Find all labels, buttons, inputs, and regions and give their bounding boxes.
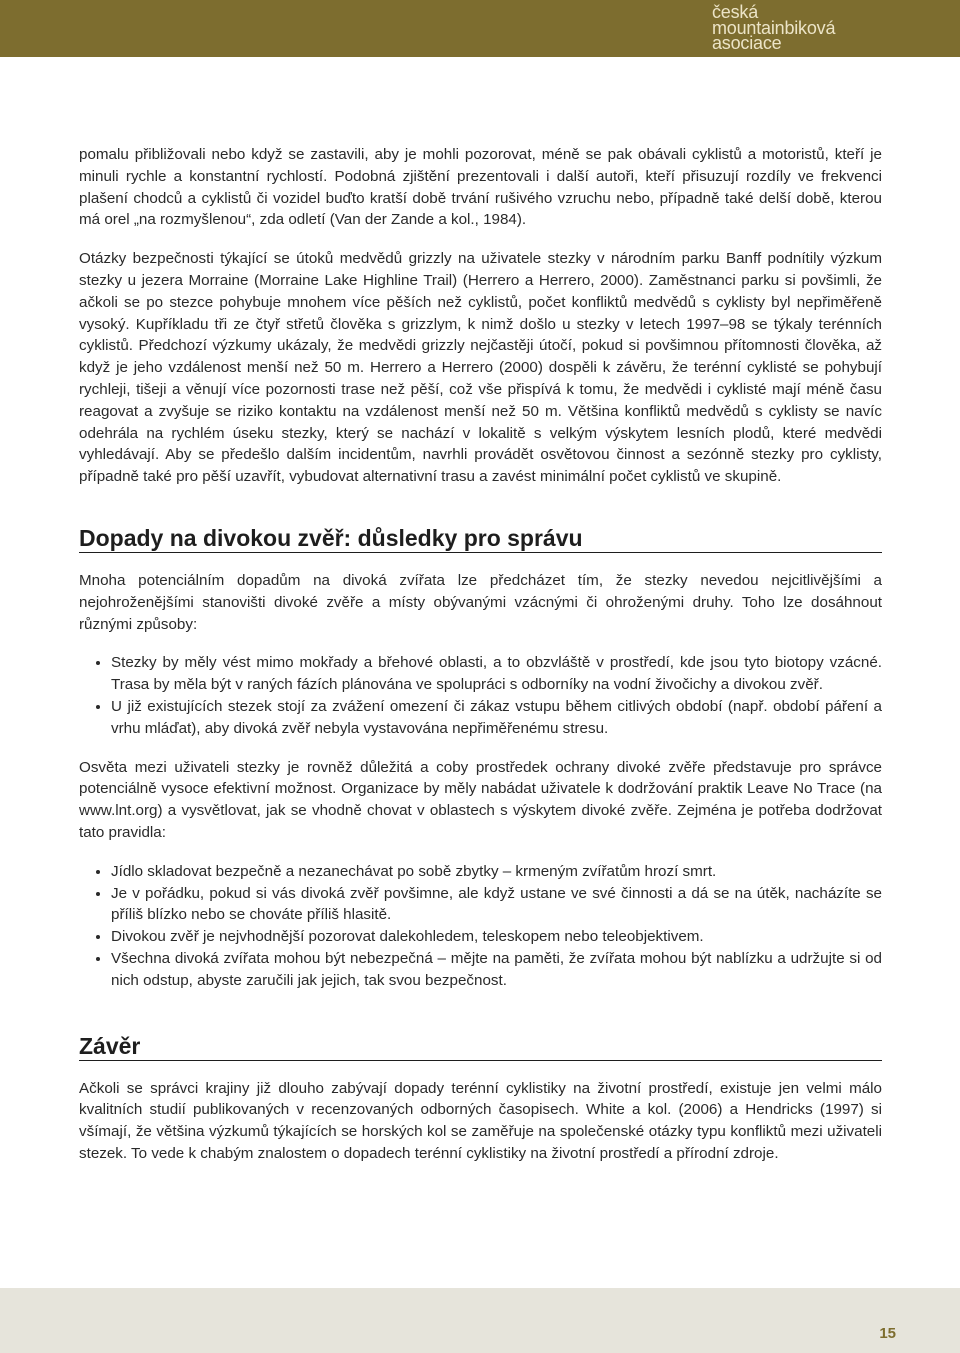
list-item: • Je v pořádku, pokud si vás divoká zvěř povšimne, ale když ustane ve své činnosti a dá se na útěk, nacházíte se příliš blízko nebo se chováte příliš hlasitě. xyxy=(111,883,882,927)
header-bar xyxy=(0,0,960,57)
paragraph-2: Otázky bezpečnosti týkající se útoků medvědů grizzly na uživatele stezky v národním parku Banff podnítily výzkum stezky u jezera Morraine (Morraine Lake Highline Trail) (Herrero a Herrero, 2000). Zaměstnanci parku si povšimli, že ačkoli se po stezce pohybuje mnohem více pěších než cyklistů, počet konfliktů medvědů s cyklisty byl nepřiměřeně vysoký. Kupříkladu tři ze čtyř střetů člověka s grizzlym, k nimž došlo u stezky v letech 1997–98 se týkaly terénních cyklistů. Předchozí výzkumy ukázaly, že medvědi grizzly nejčastěji útočí, pokud si povšimnou přítomnosti člověka, až když je jeho vzdálenost menší než 50 m. Herrero a Herrero (2000) dospěli k závěru, že terénní cyklisté se pohybují rychleji, tišeji a věnují více pozornosti trase než pěší, což vše přispívá k tomu, že medvědi i cyklisté mají méně času reagovat a zvyšuje se riziko kontaktu na vzdálenost menší než 50 m. Většina konfliktů medvědů s cyklisty se navíc odehrála na rychlém úseku stezky, který se nachází v lokalitě s velkým výskytem lesních plodů, které medvědi vyhledávají. Aby se předešlo dalším incidentům, navrhli provádět osvětovou činnost a sezónně stezky pro cyklisty, případně také pro pěší uzavřít, vybudovat alternativní trasu a zavést minimální počet cyklistů ve skupině. xyxy=(79,250,882,486)
section-intro: Mnoha potenciálním dopadům na divoká zvířata lze předcházet tím, že stezky nevedou nejcitlivějšími a nejohroženějšími stanovišti divoké zvěře a místy obývanými vzácnými či ohroženými druhy. Toho lze dosáhnout různými způsoby: xyxy=(79,571,882,633)
section-paragraph-2: Osvěta mezi uživateli stezky je rovněž důležitá a coby prostředek ochrany divoké zvěře představuje pro správce potenciálně vysoce efektivní možnost. Organizace by měly nabádat uživatele k dodržování praktik Leave No Trace (na www.lnt.org) a vysvětlovat, jak se vhodně chovat v oblastech s výskytem divoké zvěře. Zejména je potřeba dodržovat tato pravidla: xyxy=(79,758,882,841)
logo-line-1: česká xyxy=(712,2,759,22)
bullet-list-1 xyxy=(79,652,882,739)
conclusion-paragraph: Ačkoli se správci krajiny již dlouho zabývají dopady terénní cyklistiky na životní prostředí, existuje jen velmi málo kvalitních studií publikovaných v recenzovaných odborných časopisech. White a kol. (2006) a Hendricks (1997) si všímají, že většina výzkumů týkajících se horských kol se zaměřuje na společenské otázky typu konfliktů mezi uživateli stezek. To vede k chabým znalostem o dopadech terénní cyklistiky na životní prostředí a přírodní zdroje. xyxy=(79,1079,882,1162)
bullet-list-2 xyxy=(79,861,882,992)
footer-bar xyxy=(0,1288,960,1353)
list-item: • Stezky by měly vést mimo mokřady a břehové oblasti, a to obzvláště v prostředí, kde jsou tyto biotopy vzácné. Trasa by měla být v raných fázích plánována ve spolupráci s odborníky na vodní živočichy a divokou zvěř. xyxy=(111,652,882,696)
logo-line-3: asociace xyxy=(712,33,782,53)
logo-line-2: mountainbiková xyxy=(712,17,836,38)
page-number: 15 xyxy=(879,1325,896,1342)
section-heading-conclusion: Závěr xyxy=(79,1032,882,1061)
list-item: • Jídlo skladovat bezpečně a nezanechávat po sobě zbytky – krmeným zvířatům hrozí smrt. xyxy=(111,861,882,883)
section-heading-wildlife: Dopady na divokou zvěř: důsledky pro správu xyxy=(79,524,882,553)
list-item: • U již existujících stezek stojí za zvážení omezení či zákaz vstupu během citlivých období (např. období páření a vrhu mláďat), aby divoká zvěř nebyla vystavována nepřiměřenému stresu. xyxy=(111,696,882,740)
page-content xyxy=(79,144,882,1182)
list-item: • Všechna divoká zvířata mohou být nebezpečná – mějte na paměti, že zvířata mohou být nablízku a udržujte si od nich odstup, abyste zaručili jak jejich, tak svou bezpečnost. xyxy=(111,948,882,992)
paragraph-1: pomalu přibližovali nebo když se zastavili, aby je mohli pozorovat, méně se pak obávali cyklistů a motoristů, kteří je minuli rychle a konstantní rychlostí. Podobná zjištění prezentovali i další autoři, kteří přisuzují rozdíly ve frekvenci plašení chodců a cyklistů či vozidel buďto kratší době trvání rušivého vzruchu nebo, případně také delší době, kterou má orel „na rozmyšlenou“, zda odletí (Van der Zande a kol., 1984). xyxy=(79,146,882,229)
list-item: • Divokou zvěř je nejvhodnější pozorovat dalekohledem, teleskopem nebo teleobjektivem. xyxy=(111,926,882,948)
association-logo xyxy=(712,2,836,53)
